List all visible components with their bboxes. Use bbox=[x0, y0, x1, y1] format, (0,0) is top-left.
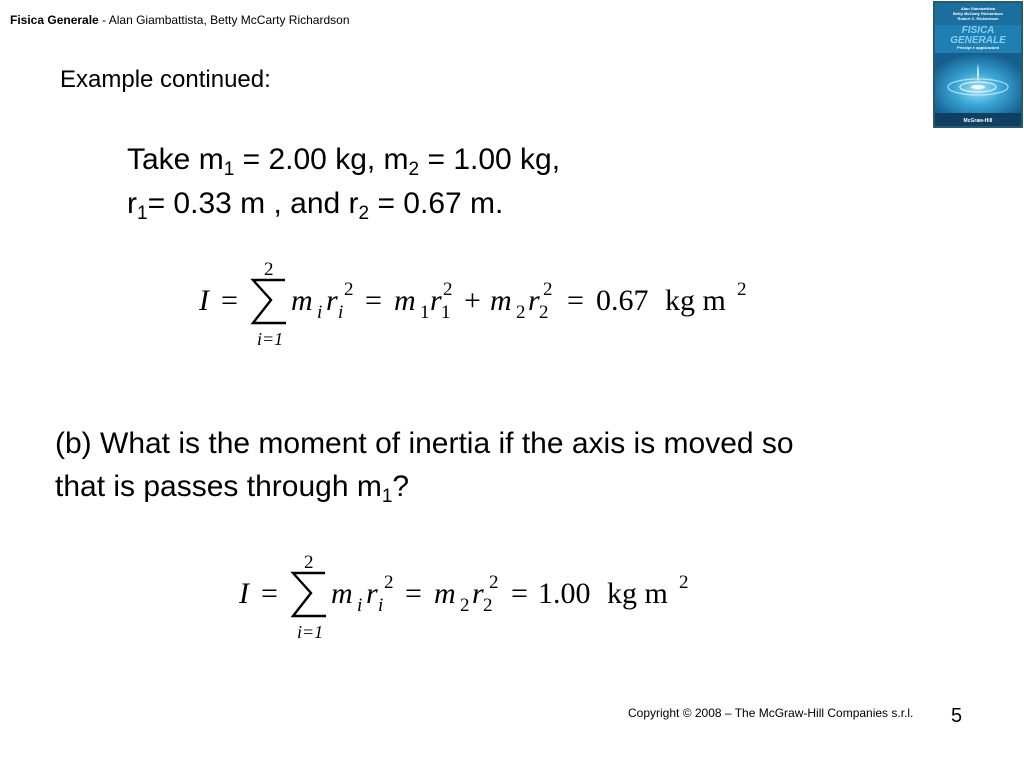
question-b bbox=[55, 422, 955, 508]
svg-text:2: 2 bbox=[737, 279, 747, 300]
sigma-symbol bbox=[293, 573, 326, 616]
svg-text:2: 2 bbox=[344, 279, 354, 300]
book-cover bbox=[933, 1, 1023, 128]
book-authors: - Alan Giambattista, Betty McCarty Richardson bbox=[102, 13, 350, 27]
eq2-lower-limit: i=1 bbox=[297, 622, 324, 642]
eq2-unit: kg m bbox=[607, 577, 668, 610]
eq1-unit: kg m bbox=[665, 284, 726, 317]
svg-text:=: = bbox=[511, 577, 528, 610]
eq1-lower-limit: i=1 bbox=[257, 329, 284, 349]
svg-text:2: 2 bbox=[384, 572, 394, 593]
given-line-1: Take $m_1 = 2.00$ kg, $m_2 = 1.00$ kg, bbox=[127, 143, 561, 180]
given-line-2: $r_1= 0.33$ m , and $r_2 = 0.67$ m. bbox=[127, 187, 504, 224]
svg-text:m: m bbox=[490, 284, 512, 317]
cover-author-2: Betty McCarty Richardson bbox=[952, 11, 1004, 16]
svg-text:=: = bbox=[221, 284, 238, 317]
svg-text:2: 2 bbox=[679, 572, 689, 593]
svg-text:r: r bbox=[472, 577, 484, 610]
svg-text:2: 2 bbox=[443, 279, 453, 300]
cover-subtitle: Principi e applicazioni bbox=[956, 45, 1000, 50]
svg-text:=: = bbox=[567, 284, 584, 317]
svg-text:2: 2 bbox=[539, 302, 549, 323]
eq1-upper-limit: 2 bbox=[264, 259, 274, 280]
svg-text:m: m bbox=[434, 577, 456, 610]
given-values bbox=[127, 138, 560, 226]
svg-text:2: 2 bbox=[460, 595, 470, 616]
equation-moment-of-inertia-a bbox=[185, 255, 765, 360]
svg-text:+: + bbox=[464, 284, 481, 317]
svg-text:i: i bbox=[338, 302, 344, 323]
cover-title-1: FISICA bbox=[961, 25, 995, 36]
svg-text:2: 2 bbox=[489, 572, 499, 593]
svg-text:r: r bbox=[366, 577, 378, 610]
page-number: 5 bbox=[951, 705, 963, 727]
svg-text:2: 2 bbox=[543, 279, 553, 300]
svg-text:i: i bbox=[357, 595, 363, 616]
eq2-result: 1.00 bbox=[538, 577, 591, 610]
svg-text:i: i bbox=[378, 595, 384, 616]
svg-text:1: 1 bbox=[420, 302, 430, 323]
svg-text:m: m bbox=[291, 284, 313, 317]
cover-title-2: GENERALE bbox=[950, 35, 1006, 46]
svg-text:r: r bbox=[430, 284, 442, 317]
cover-author-1: Alan Giambattista bbox=[960, 6, 996, 11]
question-line-1: (b) What is the moment of inertia if the axis is moved so bbox=[55, 427, 794, 460]
svg-text:r: r bbox=[326, 284, 338, 317]
svg-text:i: i bbox=[317, 302, 323, 323]
svg-text:2: 2 bbox=[516, 302, 526, 323]
book-title: Fisica Generale bbox=[10, 13, 99, 27]
cover-publisher: McGraw-Hill bbox=[963, 118, 993, 124]
svg-text:2: 2 bbox=[483, 595, 493, 616]
cover-author-3: Robert C. Richardson bbox=[957, 16, 999, 21]
slide-subtitle: Example continued: bbox=[60, 66, 271, 93]
copyright-notice: Copyright © 2008 – The McGraw-Hill Companies s.r.l. bbox=[628, 706, 914, 720]
slide-header bbox=[10, 13, 350, 27]
eq2-upper-limit: 2 bbox=[304, 552, 314, 573]
svg-text:1: 1 bbox=[441, 302, 451, 323]
svg-text:=: = bbox=[261, 577, 278, 610]
sigma-symbol bbox=[253, 280, 286, 323]
svg-text:=: = bbox=[405, 577, 422, 610]
eq1-lhs: I bbox=[199, 284, 209, 317]
question-line-2: that is passes through $m_1$? bbox=[55, 470, 410, 507]
eq2-lhs: I bbox=[239, 577, 249, 610]
svg-text:m: m bbox=[394, 284, 416, 317]
svg-text:m: m bbox=[331, 577, 353, 610]
svg-text:r: r bbox=[528, 284, 540, 317]
eq1-result: 0.67 bbox=[596, 284, 649, 317]
svg-text:=: = bbox=[365, 284, 382, 317]
equation-moment-of-inertia-b bbox=[225, 548, 725, 653]
